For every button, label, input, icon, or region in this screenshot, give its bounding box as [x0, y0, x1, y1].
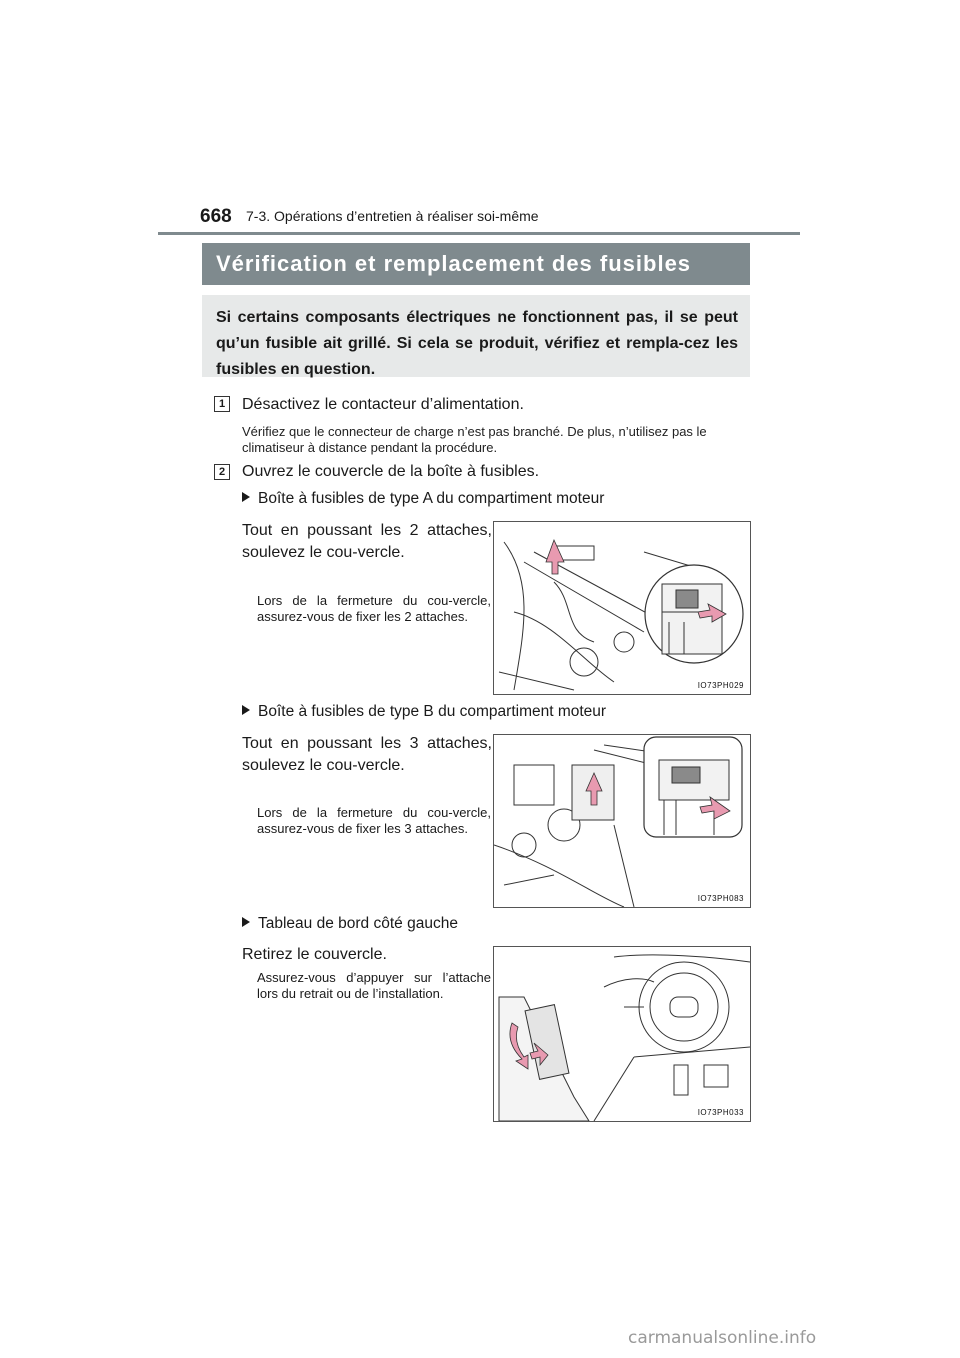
up-arrow-icon — [546, 540, 564, 574]
figure-code-a: IO73PH029 — [697, 681, 744, 690]
intro-text: Si certains composants électriques ne fonctionnent pas, il se peut qu’un fusible ait grillé. Si cela se produit, vérifiez et rempla-cez les fusibles en question. — [216, 309, 738, 378]
case-a-heading-text: Boîte à fusibles de type A du compartiment moteur — [258, 490, 605, 507]
figure-fuse-box-type-b — [493, 734, 751, 908]
step-1-note: Vérifiez que le connecteur de charge n’est pas branché. De plus, n’utilisez pas le climatiseur à distance pendant la procédure. — [242, 424, 707, 455]
figure-code-c: IO73PH033 — [697, 1108, 744, 1117]
triangle-bullet-icon — [242, 492, 250, 502]
case-c-heading-text: Tableau de bord côté gauche — [258, 915, 458, 932]
step-1-text: Désactivez le contacteur d’alimentation. — [242, 396, 524, 413]
figure-instrument-panel-left — [493, 946, 751, 1122]
case-b-heading — [242, 703, 606, 721]
triangle-bullet-icon — [242, 917, 250, 927]
figure-fuse-box-type-a — [493, 521, 751, 695]
step-2-text: Ouvrez le couvercle de la boîte à fusibles. — [242, 463, 540, 480]
instrument-panel-illustration — [494, 947, 750, 1121]
case-c-note: Assurez-vous d’appuyer sur l’attache lors du retrait ou de l’installation. — [257, 970, 491, 1001]
triangle-bullet-icon — [242, 705, 250, 715]
case-b-heading-text: Boîte à fusibles de type B du compartiment moteur — [258, 703, 607, 720]
figure-code-b: IO73PH083 — [697, 894, 744, 903]
case-c-instruction: Retirez le couvercle. — [242, 946, 387, 963]
page-number: 668 — [200, 206, 232, 227]
section-reference: 7-3. Opérations d’entretien à réaliser soi-même — [246, 208, 539, 224]
engine-compartment-illustration-b — [494, 735, 750, 907]
header-divider — [158, 232, 800, 235]
case-a-instruction: Tout en poussant les 2 attaches, soulevez le cou-vercle. — [242, 522, 492, 561]
case-a-heading — [242, 490, 604, 508]
engine-compartment-illustration-a — [494, 522, 750, 694]
case-b-instruction: Tout en poussant les 3 attaches, soulevez le cou-vercle. — [242, 735, 492, 774]
case-c-heading — [242, 915, 458, 933]
case-b-note: Lors de la fermeture du cou-vercle, assurez-vous de fixer les 3 attaches. — [257, 805, 491, 836]
step-number-1: 1 — [214, 396, 230, 412]
case-a-note: Lors de la fermeture du cou-vercle, assurez-vous de fixer les 2 attaches. — [257, 593, 491, 624]
intro-box — [202, 295, 750, 377]
page-title: Vérification et remplacement des fusibles — [202, 243, 750, 285]
watermark: carmanualsonline.info — [628, 1328, 817, 1348]
step-number-2: 2 — [214, 464, 230, 480]
